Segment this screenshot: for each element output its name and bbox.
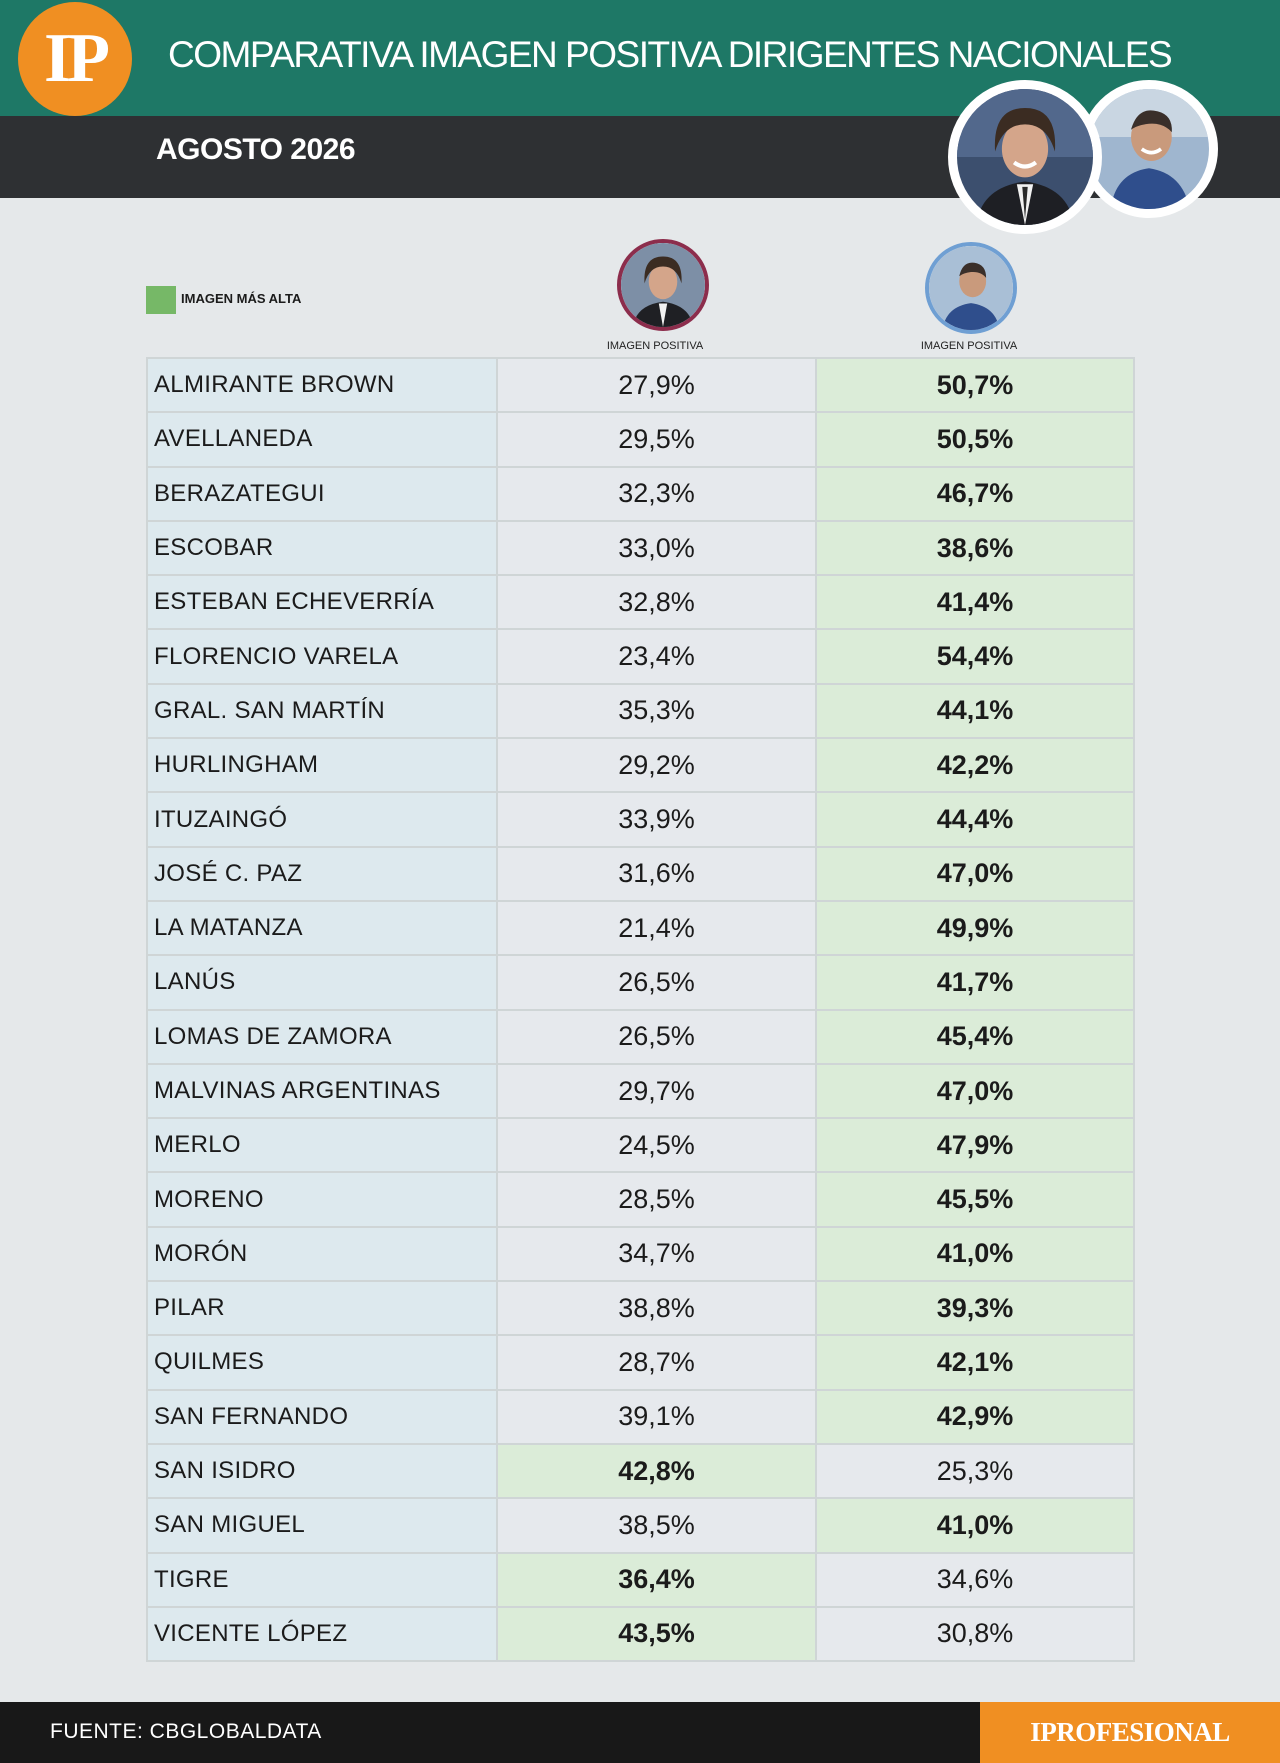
row-name-cell: ESTEBAN ECHEVERRÍA [148, 576, 498, 630]
column-1-avatar [617, 239, 709, 331]
table-row [148, 468, 1135, 522]
column-2-value-cell: 47,0% [817, 848, 1135, 902]
data-table [146, 357, 1135, 1662]
table-row [148, 1282, 1135, 1336]
column-1-value-cell: 42,8% [498, 1445, 817, 1499]
column-1-value-cell: 32,3% [498, 468, 817, 522]
column-2-value-cell: 25,3% [817, 1445, 1135, 1499]
row-name-cell: VICENTE LÓPEZ [148, 1608, 498, 1662]
column-2-value-cell: 41,0% [817, 1228, 1135, 1282]
row-name-cell: ALMIRANTE BROWN [148, 359, 498, 413]
row-name-cell: AVELLANEDA [148, 413, 498, 467]
table-row [148, 956, 1135, 1010]
column-1-label: IMAGEN POSITIVA [606, 340, 704, 352]
legend-swatch [146, 286, 176, 314]
table-row [148, 1336, 1135, 1390]
person-photo-icon [957, 89, 1093, 225]
column-2-value-cell: 50,5% [817, 413, 1135, 467]
column-2-value-cell: 47,0% [817, 1065, 1135, 1119]
column-2-value-cell: 44,4% [817, 793, 1135, 847]
table-row [148, 685, 1135, 739]
column-1-value-cell: 26,5% [498, 1011, 817, 1065]
row-name-cell: MERLO [148, 1119, 498, 1173]
column-2-value-cell: 47,9% [817, 1119, 1135, 1173]
header-portrait-left [948, 80, 1102, 234]
column-2-value-cell: 41,0% [817, 1499, 1135, 1553]
table-row [148, 1119, 1135, 1173]
column-2-value-cell: 41,7% [817, 956, 1135, 1010]
column-1-value-cell: 33,9% [498, 793, 817, 847]
row-name-cell: ITUZAINGÓ [148, 793, 498, 847]
page-subtitle: AGOSTO 2026 [156, 133, 356, 166]
row-name-cell: QUILMES [148, 1336, 498, 1390]
column-1-value-cell: 43,5% [498, 1608, 817, 1662]
column-1-value-cell: 24,5% [498, 1119, 817, 1173]
column-2-value-cell: 49,9% [817, 902, 1135, 956]
column-2-value-cell: 45,5% [817, 1173, 1135, 1227]
table-row [148, 739, 1135, 793]
column-2-label: IMAGEN POSITIVA [920, 340, 1018, 352]
column-1-value-cell: 28,5% [498, 1173, 817, 1227]
table-row [148, 1499, 1135, 1553]
column-2-value-cell: 46,7% [817, 468, 1135, 522]
row-name-cell: ESCOBAR [148, 522, 498, 576]
row-name-cell: TIGRE [148, 1554, 498, 1608]
column-1-value-cell: 36,4% [498, 1554, 817, 1608]
table-row [148, 1011, 1135, 1065]
column-1-value-cell: 29,2% [498, 739, 817, 793]
row-name-cell: SAN ISIDRO [148, 1445, 498, 1499]
column-1-value-cell: 31,6% [498, 848, 817, 902]
row-name-cell: SAN FERNANDO [148, 1391, 498, 1445]
row-name-cell: PILAR [148, 1282, 498, 1336]
column-2-avatar [925, 242, 1017, 334]
table-row [148, 848, 1135, 902]
column-1-value-cell: 38,5% [498, 1499, 817, 1553]
ip-logo[interactable]: IP [18, 2, 132, 116]
table-row [148, 793, 1135, 847]
column-2-value-cell: 30,8% [817, 1608, 1135, 1662]
person-photo-icon [929, 246, 1013, 330]
row-name-cell: LANÚS [148, 956, 498, 1010]
row-name-cell: MORENO [148, 1173, 498, 1227]
column-1-value-cell: 32,8% [498, 576, 817, 630]
page-title: COMPARATIVA IMAGEN POSITIVA DIRIGENTES NACIONALES [168, 34, 1172, 75]
column-1-value-cell: 28,7% [498, 1336, 817, 1390]
table-row [148, 1608, 1135, 1662]
column-2-value-cell: 54,4% [817, 630, 1135, 684]
column-2-value-cell: 50,7% [817, 359, 1135, 413]
table-row [148, 902, 1135, 956]
table-row [148, 576, 1135, 630]
column-1-value-cell: 38,8% [498, 1282, 817, 1336]
table-row [148, 1065, 1135, 1119]
column-2-value-cell: 41,4% [817, 576, 1135, 630]
row-name-cell: BERAZATEGUI [148, 468, 498, 522]
row-name-cell: JOSÉ C. PAZ [148, 848, 498, 902]
column-2-value-cell: 42,1% [817, 1336, 1135, 1390]
column-2-value-cell: 38,6% [817, 522, 1135, 576]
person-photo-icon [1089, 89, 1209, 209]
column-1-value-cell: 26,5% [498, 956, 817, 1010]
person-photo-icon [621, 243, 705, 327]
column-2-value-cell: 39,3% [817, 1282, 1135, 1336]
table-row [148, 1391, 1135, 1445]
column-1-value-cell: 34,7% [498, 1228, 817, 1282]
column-2-value-cell: 34,6% [817, 1554, 1135, 1608]
footer-brand-logo[interactable]: IPROFESIONAL [980, 1702, 1280, 1763]
footer-source: FUENTE: CBGLOBALDATA [50, 1720, 322, 1743]
column-1-value-cell: 29,5% [498, 413, 817, 467]
column-1-value-cell: 23,4% [498, 630, 817, 684]
column-1-value-cell: 27,9% [498, 359, 817, 413]
row-name-cell: HURLINGHAM [148, 739, 498, 793]
row-name-cell: MALVINAS ARGENTINAS [148, 1065, 498, 1119]
column-1-value-cell: 29,7% [498, 1065, 817, 1119]
table-row [148, 1228, 1135, 1282]
table-row [148, 413, 1135, 467]
column-2-value-cell: 42,2% [817, 739, 1135, 793]
table-row [148, 1554, 1135, 1608]
table-row [148, 1173, 1135, 1227]
legend-label: IMAGEN MÁS ALTA [181, 291, 302, 306]
column-2-value-cell: 44,1% [817, 685, 1135, 739]
table-row [148, 522, 1135, 576]
column-2-value-cell: 45,4% [817, 1011, 1135, 1065]
column-1-value-cell: 21,4% [498, 902, 817, 956]
row-name-cell: LA MATANZA [148, 902, 498, 956]
column-2-value-cell: 42,9% [817, 1391, 1135, 1445]
table-row [148, 359, 1135, 413]
table-row [148, 1445, 1135, 1499]
row-name-cell: FLORENCIO VARELA [148, 630, 498, 684]
column-1-value-cell: 33,0% [498, 522, 817, 576]
row-name-cell: LOMAS DE ZAMORA [148, 1011, 498, 1065]
column-1-value-cell: 39,1% [498, 1391, 817, 1445]
column-1-value-cell: 35,3% [498, 685, 817, 739]
row-name-cell: GRAL. SAN MARTÍN [148, 685, 498, 739]
row-name-cell: MORÓN [148, 1228, 498, 1282]
table-row [148, 630, 1135, 684]
row-name-cell: SAN MIGUEL [148, 1499, 498, 1553]
